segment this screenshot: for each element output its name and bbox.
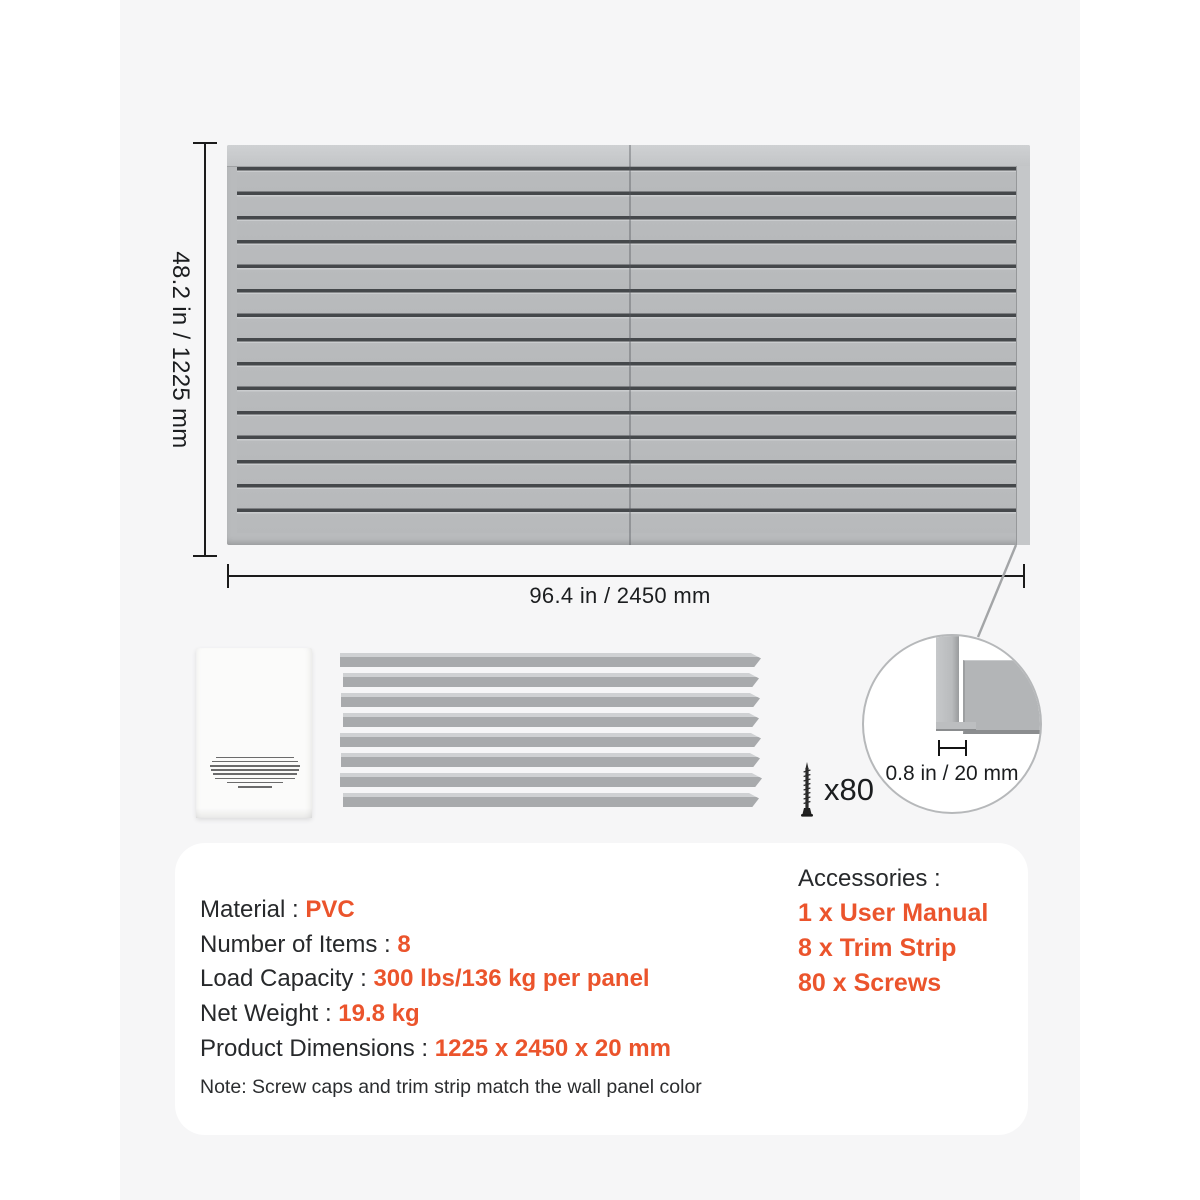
spec-label: Material : bbox=[200, 896, 306, 923]
accessory-item: 1 x User Manual bbox=[798, 899, 989, 927]
spec-value: PVC bbox=[305, 896, 355, 923]
trim-strip bbox=[341, 753, 760, 767]
spec-value: 19.8 kg bbox=[338, 1000, 420, 1028]
height-dimension-label: 48.2 in / 1225 mm bbox=[167, 251, 194, 449]
spec-row bbox=[200, 893, 702, 928]
width-dimension-cap-left bbox=[227, 564, 229, 588]
spec-row bbox=[200, 1032, 702, 1067]
spec-row bbox=[200, 997, 702, 1032]
accessory-item: 80 x Screws bbox=[798, 969, 942, 997]
spec-list bbox=[200, 893, 702, 1101]
trim-profile-vertical bbox=[936, 634, 959, 728]
slatwall-panel-image bbox=[227, 145, 1030, 545]
panel-right-frame bbox=[1016, 166, 1030, 545]
trim-strip bbox=[340, 773, 762, 787]
thickness-detail-circle bbox=[862, 634, 1042, 814]
trim-strip bbox=[343, 793, 759, 807]
spec-label: Net Weight : bbox=[200, 1000, 339, 1028]
spec-label: Load Capacity : bbox=[200, 965, 374, 993]
trim-strip bbox=[343, 713, 759, 727]
accessories-heading: Accessories : bbox=[798, 865, 941, 892]
trim-strip bbox=[340, 733, 761, 747]
spec-label: Product Dimensions : bbox=[200, 1034, 435, 1062]
thickness-label: 0.8 in / 20 mm bbox=[885, 762, 1019, 785]
trim-strip bbox=[340, 653, 761, 667]
trim-strips-image bbox=[340, 653, 762, 813]
spec-row bbox=[200, 962, 702, 997]
accessory-item: 8 x Trim Strip bbox=[798, 934, 957, 962]
manual-fine-print bbox=[210, 754, 300, 790]
spec-value: 8 bbox=[397, 930, 411, 958]
spec-value: 1225 x 2450 x 20 mm bbox=[434, 1034, 671, 1062]
accessories-list bbox=[798, 861, 988, 1001]
trim-profile-foot bbox=[936, 722, 976, 731]
width-dimension-label: 96.4 in / 2450 mm bbox=[529, 583, 711, 608]
screw-count-label: x80 bbox=[824, 772, 874, 807]
spec-label: Number of Items : bbox=[200, 930, 398, 958]
thickness-bracket bbox=[938, 740, 967, 756]
height-dimension-cap-bottom bbox=[193, 555, 217, 557]
panel-grooves bbox=[237, 167, 1016, 533]
trim-strip bbox=[341, 693, 760, 707]
spec-value: 300 lbs/136 kg per panel bbox=[373, 965, 650, 993]
spec-card bbox=[175, 843, 1028, 1135]
height-dimension-cap-top bbox=[193, 142, 217, 144]
width-dimension-line bbox=[227, 575, 1025, 577]
spec-row bbox=[200, 928, 702, 963]
panel-center-seam bbox=[629, 145, 631, 545]
width-dimension-cap-right bbox=[1023, 564, 1025, 588]
screw-icon bbox=[799, 761, 815, 821]
trim-strip bbox=[343, 673, 759, 687]
user-manual-image bbox=[196, 648, 312, 818]
height-dimension-line bbox=[204, 143, 206, 557]
spec-note: Note: Screw caps and trim strip match the wall panel color bbox=[200, 1075, 702, 1098]
